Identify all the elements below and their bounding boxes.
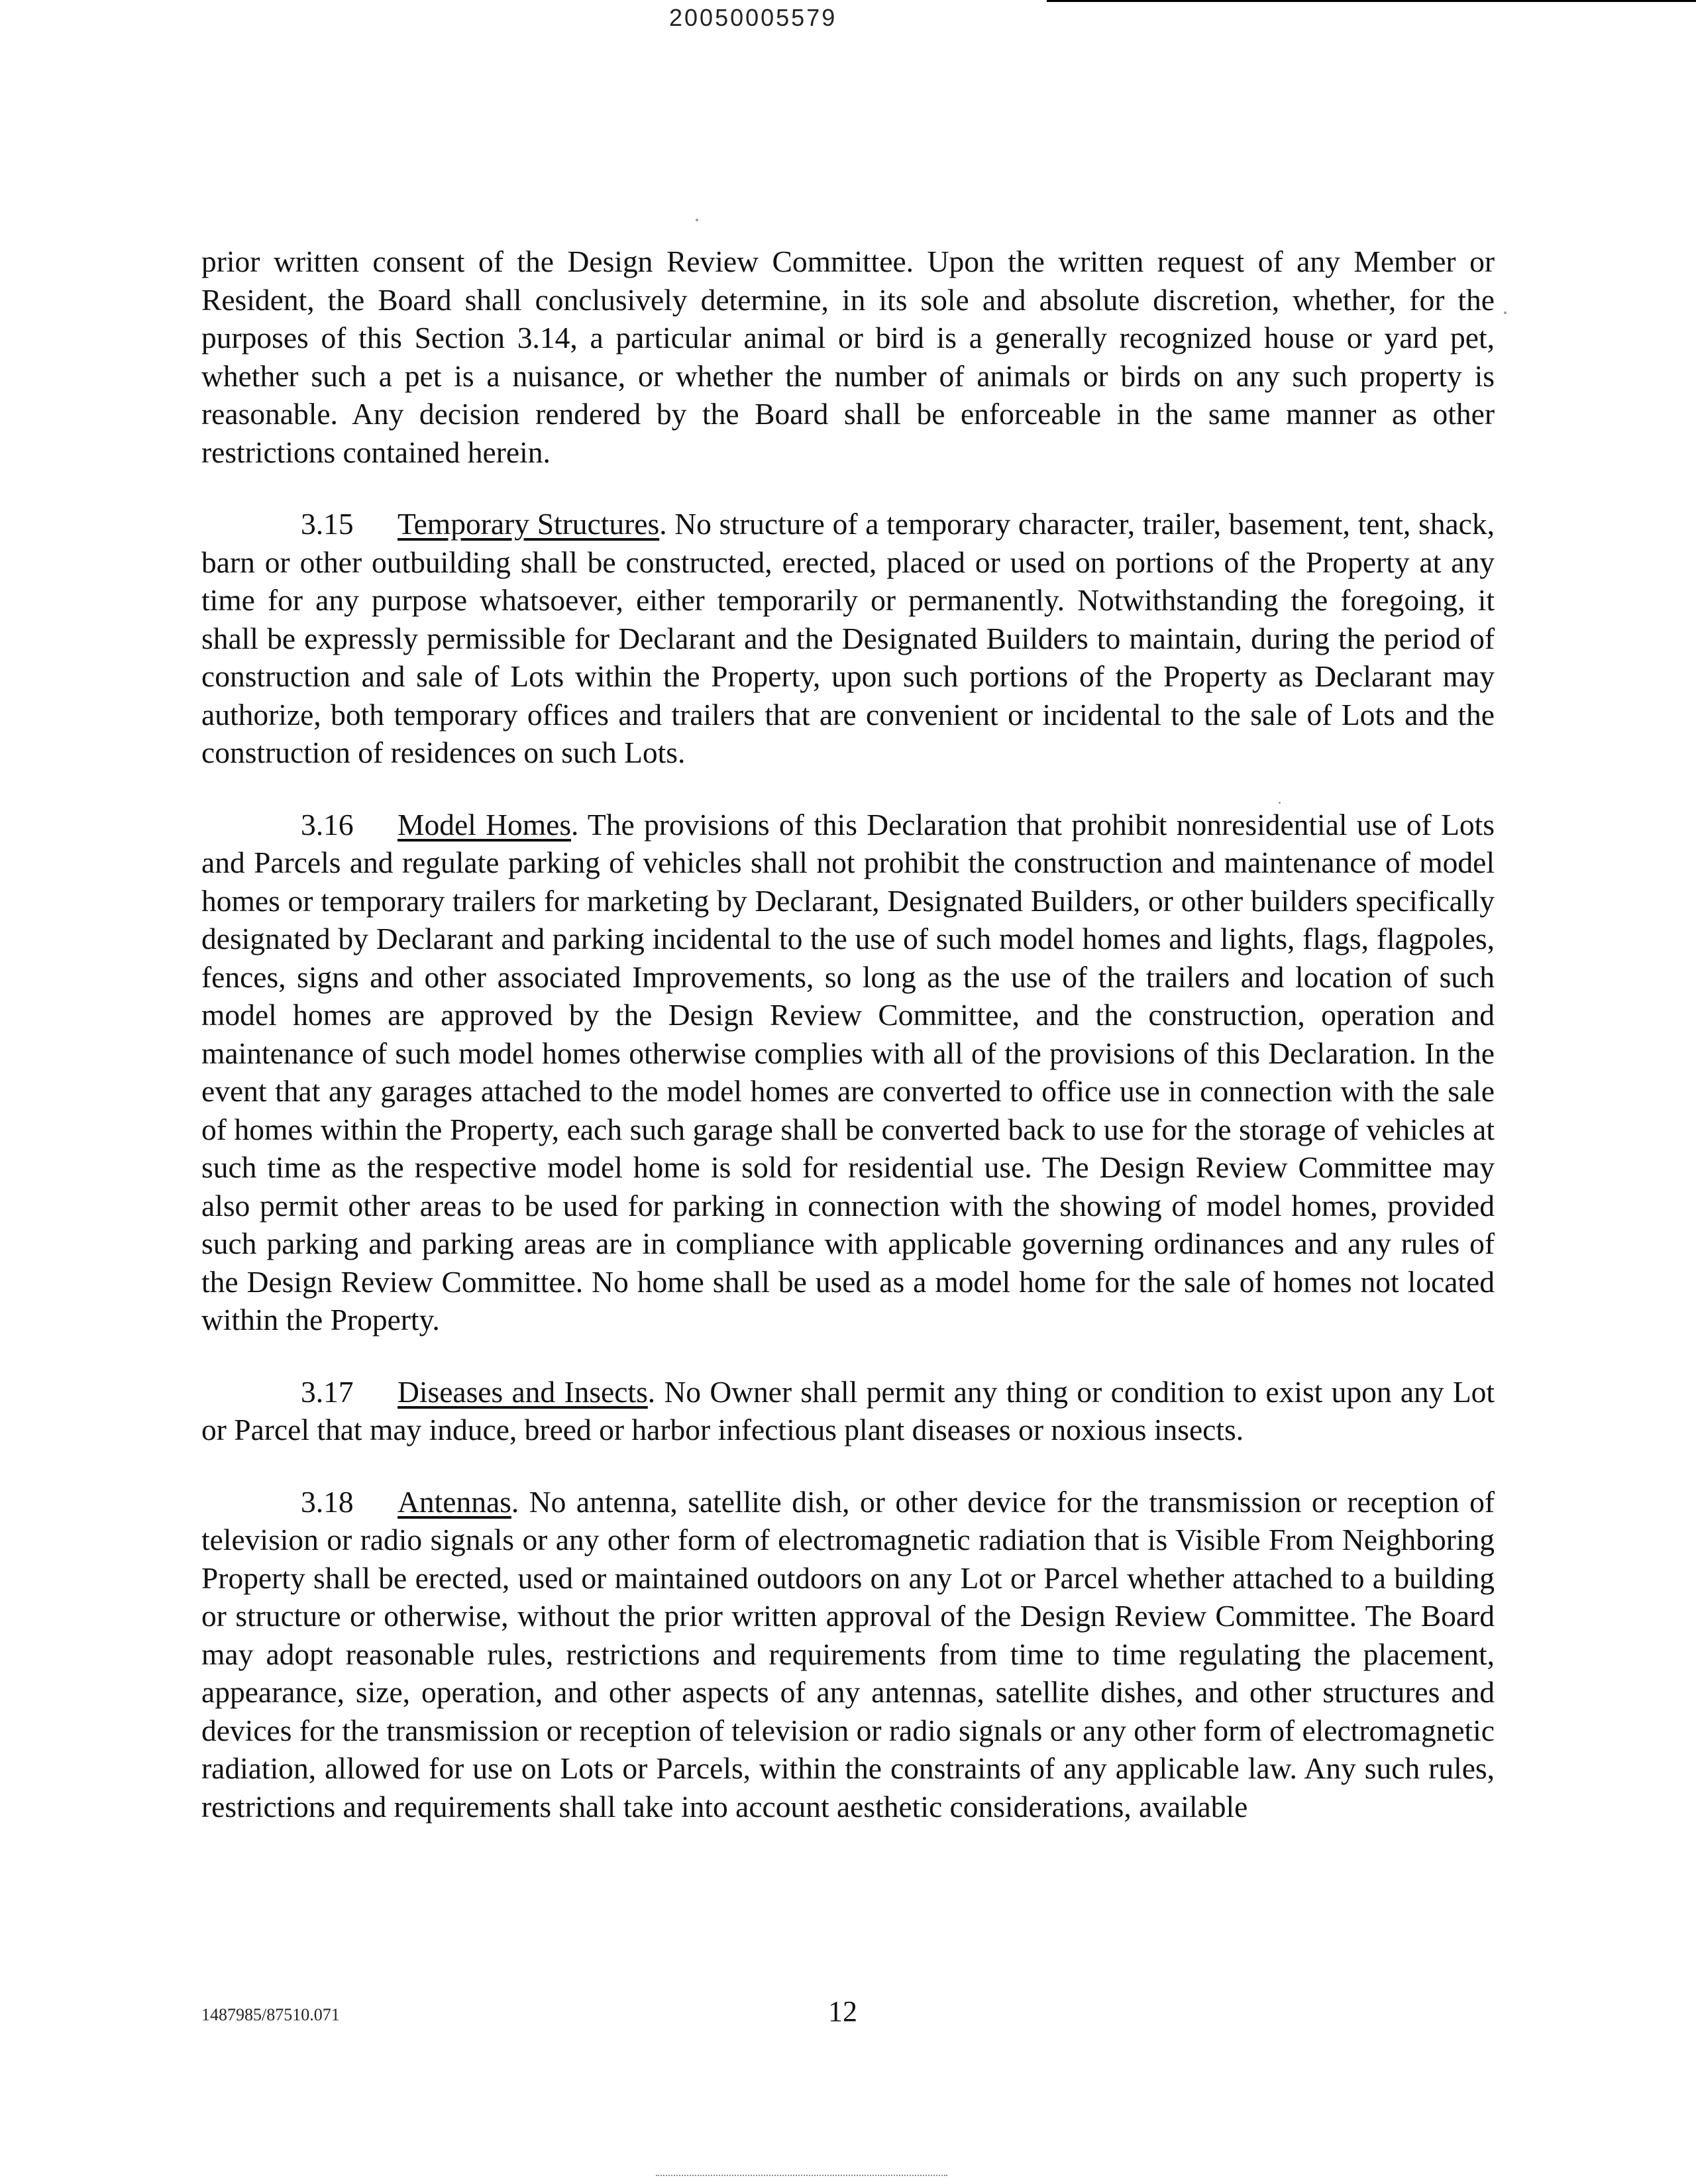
document-number: 20050005579 (669, 4, 837, 31)
scan-speck (1279, 802, 1281, 804)
section-text: . No structure of a temporary character, trailer, basement, tent, shack, barn or other outbuilding shall be constructed, erected, placed or used on portions of the Property at any time for any purpose whatsoever, either temporarily or permanently. Notwithstanding the foregoing, it shall be expressly permissible for Declarant and the Designated Builders to maintain, during the period of construction and sale of Lots within the Property, upon such portions of the Property as Declarant may authorize, both temporary offices and trailers that are convenient or incidental to the sale of Lots and the construction of residences on such Lots. (201, 507, 1495, 769)
section-number: 3.15 (301, 507, 354, 541)
document-body (201, 243, 1495, 1859)
section-title: Antennas (398, 1484, 511, 1519)
section-3-17 (201, 1373, 1495, 1449)
section-text: . No antenna, satellite dish, or other device for the transmission or reception of television or radio signals or any other form of electromagnetic radiation that is Visible From Neighboring Property shall be erected, used or maintained outdoors on any Lot or Parcel whether attached to a building or structure or otherwise, without the prior written approval of the Design Review Committee. The Board may adopt reasonable rules, restrictions and requirements from time to time regulating the placement, appearance, size, operation, and other aspects of any antennas, satellite dishes, and other structures and devices for the transmission or reception of television or radio signals or any other form of electromagnetic radiation, allowed for use on Lots or Parcels, within the constraints of any applicable law. Any such rules, restrictions and requirements shall take into account aesthetic considerations, available (201, 1484, 1495, 1824)
page-number: 12 (828, 1995, 857, 2028)
section-text: . The provisions of this Declaration that prohibit nonresidential use of Lots and Parcels and regulate parking of vehicles shall not prohibit the construction and maintenance of model homes or temporary trailers for marketing by Declarant, Designated Builders, or other builders specifically designated by Declarant and parking incidental to the use of such model homes and lights, flags, flagpoles, fences, signs and other associated Improvements, so long as the use of the trailers and location of such model homes are approved by the Design Review Committee, and the construction, operation and maintenance of such model homes otherwise complies with all of the provisions of this Declaration. In the event that any garages attached to the model homes are converted to office use in connection with the sale of homes within the Property, each such garage shall be converted back to use for the storage of vehicles at such time as the respective model home is sold for residential use. The Design Review Committee may also permit other areas to be used for parking in connection with the showing of model homes, provided such parking and parking areas are in compliance with applicable governing ordinances and any rules of the Design Review Committee. No home shall be used as a model home for the sale of homes not located within the Property. (201, 807, 1495, 1337)
bottom-scan-marks (656, 2175, 947, 2177)
intro-paragraph: prior written consent of the Design Review Committee. Upon the written request of any Member or Resident, the Board shall conclusively determine, in its sole and absolute discretion, whether, for the purposes of this Section 3.14, a particular animal or bird is a generally recognized house or yard pet, whether such a pet is a nuisance, or whether the number of animals or birds on any such property is reasonable. Any decision rendered by the Board shall be enforceable in the same manner as other restrictions contained herein. (201, 245, 1495, 469)
scan-speck (1504, 311, 1507, 314)
top-rule (1047, 0, 1696, 2)
section-number: 3.18 (301, 1484, 354, 1519)
section-title: Diseases and Insects (398, 1374, 648, 1409)
section-number: 3.16 (301, 807, 354, 842)
footer-document-id: 1487985/87510.071 (201, 2005, 340, 2024)
section-text: . No Owner shall permit any thing or condition to exist upon any Lot or Parcel that may induce, breed or harbor infectious plant diseases or noxious insects. (201, 1374, 1495, 1447)
section-number: 3.17 (301, 1374, 354, 1409)
section-3-18 (201, 1483, 1495, 1826)
scan-speck (696, 219, 698, 221)
section-title: Temporary Structures (398, 507, 660, 541)
section-3-15 (201, 505, 1495, 772)
section-title: Model Homes (398, 807, 572, 842)
section-3-16 (201, 806, 1495, 1339)
